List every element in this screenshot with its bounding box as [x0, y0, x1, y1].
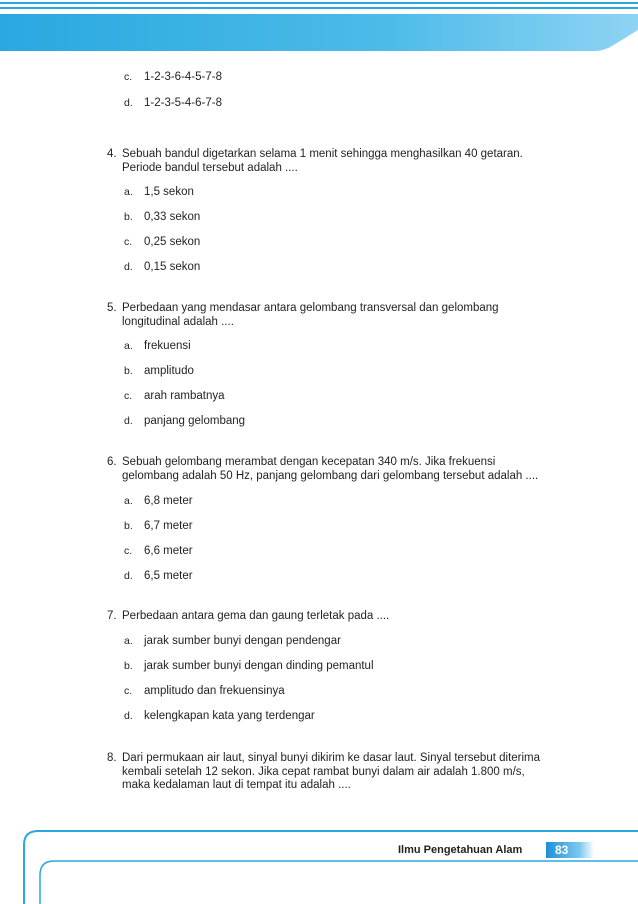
option-text: 0,15 sekon [144, 261, 201, 273]
option-prev-d[interactable] [124, 96, 222, 110]
option-letter: b. [124, 520, 133, 532]
option-text: 1-2-3-5-4-6-7-8 [144, 97, 222, 109]
option-text: arah rambatnya [144, 390, 225, 402]
question-number: 6. [107, 456, 117, 468]
option-text: 0,33 sekon [144, 211, 201, 223]
option-5b[interactable] [124, 364, 194, 378]
option-text: 6,6 meter [144, 545, 193, 557]
option-text: panjang gelombang [144, 415, 246, 427]
option-letter: d. [124, 710, 133, 722]
option-text: 6,5 meter [144, 570, 193, 582]
header-stripe-2 [0, 7, 638, 9]
question-text-line1: Sebuah gelombang merambat dengan kecepatan 340 m/s. Jika frekuensi [122, 456, 496, 468]
option-letter: a. [124, 635, 133, 647]
footer-frame [0, 828, 638, 904]
question-number: 8. [107, 752, 117, 764]
question-text-line2: kembali setelah 12 sekon. Jika cepat rambat bunyi dalam air adalah 1.800 m/s, [122, 765, 525, 778]
option-4a[interactable] [124, 185, 194, 199]
option-text: 1,5 sekon [144, 186, 194, 198]
option-7c[interactable] [124, 684, 285, 698]
question-text-line2: longitudinal adalah .... [122, 315, 234, 328]
option-7a[interactable] [124, 634, 341, 648]
header-tab-shape [0, 14, 638, 51]
question-text-line2: gelombang adalah 50 Hz, panjang gelombang dari gelombang tersebut adalah .... [122, 469, 539, 482]
option-6c[interactable] [124, 544, 193, 558]
option-letter: d. [124, 415, 133, 427]
option-4d[interactable] [124, 260, 200, 274]
option-text: 0,25 sekon [144, 236, 201, 248]
option-letter: b. [124, 660, 133, 672]
option-text: amplitudo dan frekuensinya [144, 685, 285, 697]
option-letter: a. [124, 186, 133, 198]
question-number: 5. [107, 302, 117, 314]
option-text: amplitudo [144, 365, 194, 377]
option-5d[interactable] [124, 414, 245, 428]
option-letter: c. [124, 236, 133, 248]
option-text: jarak sumber bunyi dengan dinding pemantul [144, 660, 374, 672]
option-text: kelengkapan kata yang terdengar [144, 710, 315, 722]
question-number: 4. [107, 148, 117, 160]
option-letter: d. [124, 570, 133, 582]
option-letter: d. [124, 261, 133, 273]
option-letter: d. [124, 97, 133, 109]
question-text-line1: Perbedaan antara gema dan gaung terletak pada .... [122, 610, 390, 622]
option-letter: c. [124, 545, 133, 557]
question-5 [107, 302, 577, 329]
question-8 [107, 752, 597, 793]
footer-inner-curve [40, 861, 638, 904]
option-prev-c[interactable] [124, 70, 222, 84]
question-4 [107, 148, 577, 175]
option-letter: c. [124, 71, 133, 83]
question-text-line1: Sebuah bandul digetarkan selama 1 menit sehingga menghasilkan 40 getaran. [122, 148, 523, 160]
option-7d[interactable] [124, 709, 315, 723]
option-6b[interactable] [124, 519, 193, 533]
question-number: 7. [107, 610, 117, 622]
page-number: 83 [546, 842, 594, 858]
option-5a[interactable] [124, 339, 191, 353]
option-letter: b. [124, 211, 133, 223]
option-text: frekuensi [144, 340, 191, 352]
footer-book-title: Ilmu Pengetahuan Alam [398, 844, 523, 856]
question-6 [107, 456, 577, 483]
question-text-line2: Periode bandul tersebut adalah .... [122, 161, 298, 174]
option-text: 6,7 meter [144, 520, 193, 532]
option-5c[interactable] [124, 389, 225, 403]
option-text: jarak sumber bunyi dengan pendengar [144, 635, 341, 647]
header-band [0, 0, 638, 62]
option-letter: a. [124, 495, 133, 507]
option-letter: c. [124, 390, 133, 402]
header-stripe-top [0, 2, 638, 4]
option-6d[interactable] [124, 569, 193, 583]
option-6a[interactable] [124, 494, 193, 508]
option-7b[interactable] [124, 659, 374, 673]
question-7 [107, 610, 577, 624]
question-text-line1: Dari permukaan air laut, sinyal bunyi dikirim ke dasar laut. Sinyal tersebut diterima [122, 752, 541, 764]
question-text-line1: Perbedaan yang mendasar antara gelombang transversal dan gelombang [122, 302, 499, 314]
option-4b[interactable] [124, 210, 200, 224]
option-letter: c. [124, 685, 133, 697]
option-letter: a. [124, 340, 133, 352]
question-text-line3: maka kedalaman laut di tempat itu adalah .... [122, 779, 351, 791]
option-letter: b. [124, 365, 133, 377]
option-4c[interactable] [124, 235, 200, 249]
option-text: 6,8 meter [144, 495, 193, 507]
option-text: 1-2-3-6-4-5-7-8 [144, 71, 222, 83]
